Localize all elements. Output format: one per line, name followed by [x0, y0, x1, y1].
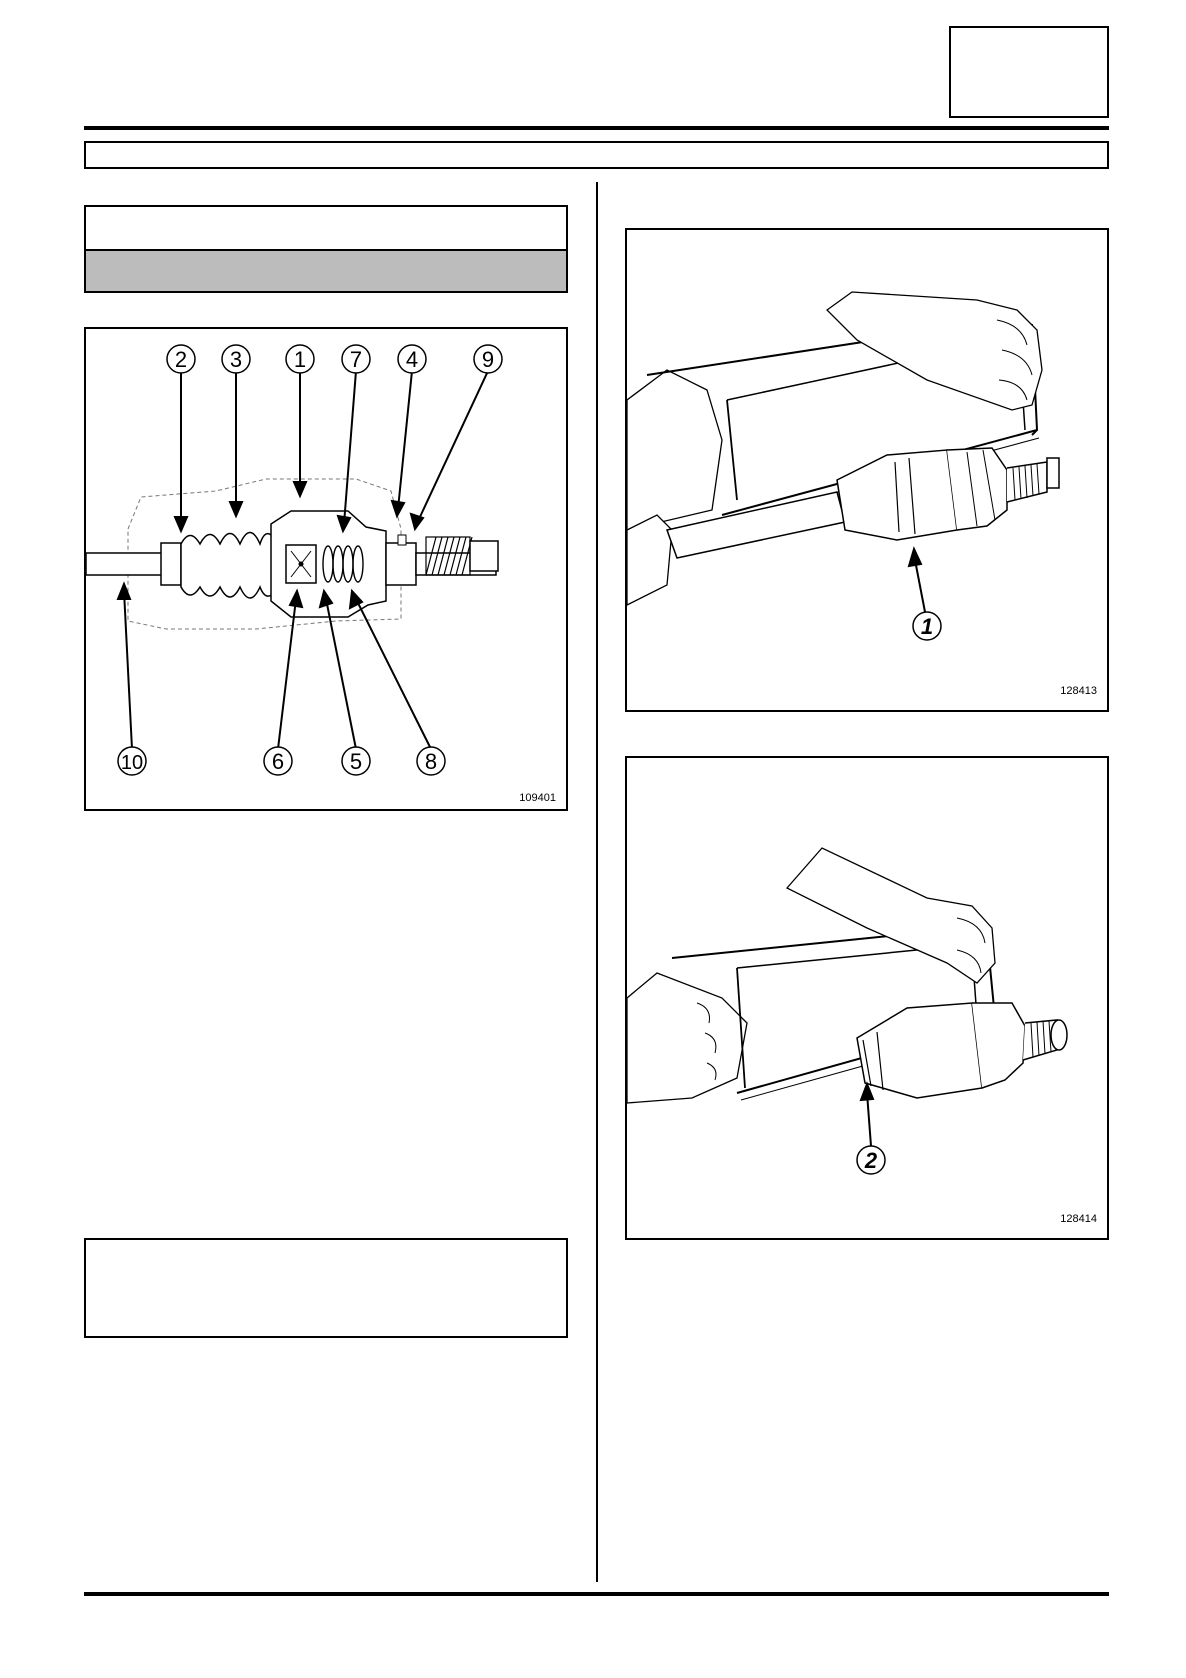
- footer-rule: [84, 1592, 1109, 1596]
- callout-9: 9: [481, 347, 495, 372]
- chapter-tab-box: [949, 26, 1109, 118]
- callout-1: 1: [920, 614, 934, 639]
- callout-2: 2: [864, 1148, 878, 1173]
- callout-5: 5: [349, 749, 363, 774]
- callout-6: 6: [271, 749, 285, 774]
- callout-2: 2: [174, 347, 188, 372]
- hacksaw-illustration-2: [627, 758, 1107, 1238]
- callout-3: 3: [229, 347, 243, 372]
- callout-1: 1: [293, 347, 307, 372]
- column-divider: [596, 182, 598, 1582]
- hacksaw-illustration-1: [627, 230, 1107, 710]
- title-bar: [84, 141, 1109, 169]
- figure-code: 128413: [1060, 685, 1097, 697]
- section-header-grey-band: [86, 249, 566, 291]
- callout-4: 4: [405, 347, 419, 372]
- note-box: [84, 1238, 568, 1338]
- driveshaft-diagram: [86, 329, 566, 809]
- callout-7: 7: [349, 347, 363, 372]
- section-header-box: [84, 205, 568, 293]
- figure-hacksaw-cut-1: [625, 228, 1109, 712]
- figure-code: 109401: [519, 792, 556, 804]
- figure-driveshaft-diagram: [84, 327, 568, 811]
- figure-hacksaw-cut-2: [625, 756, 1109, 1240]
- callout-10: 10: [120, 752, 144, 774]
- figure-code: 128414: [1060, 1213, 1097, 1225]
- callout-8: 8: [424, 749, 438, 774]
- header-rule: [84, 126, 1109, 130]
